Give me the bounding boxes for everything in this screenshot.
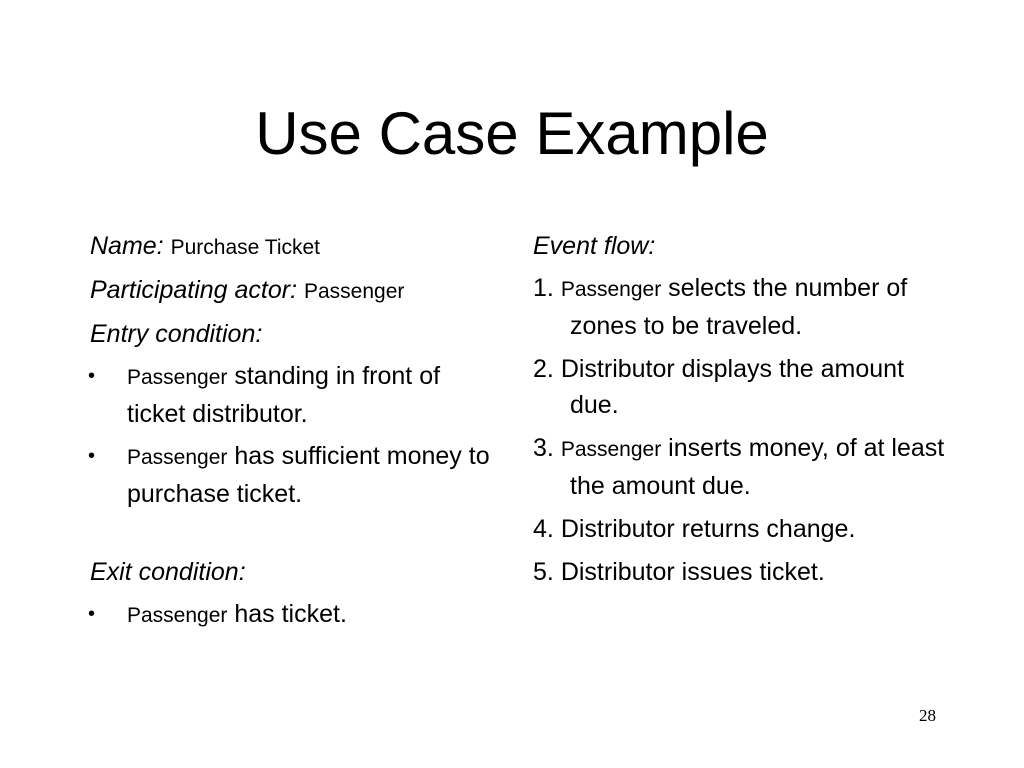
spacer: [90, 518, 490, 554]
step-number: 1.: [533, 274, 554, 302]
entry-text: has sufficient money to purchase ticket.: [127, 442, 490, 508]
event-flow-steps: [533, 270, 953, 590]
entry-text: standing in front of ticket distributor.: [127, 362, 441, 428]
bullet-icon: •: [88, 603, 96, 625]
entry-condition-label: Entry condition:: [90, 320, 263, 348]
entry-condition-list: [90, 358, 490, 512]
list-item: [533, 351, 953, 423]
event-flow: [533, 228, 953, 597]
list-item: [533, 270, 953, 344]
name-label: Name:: [90, 232, 164, 260]
page-number: 28: [919, 706, 936, 725]
slide-title: Use Case Example: [255, 100, 769, 167]
actor-value: Passenger: [304, 280, 405, 303]
entry-actor: Passenger: [127, 446, 228, 469]
entry-condition-field: [90, 316, 490, 352]
event-flow-field: [533, 228, 953, 264]
name-value: Purchase Ticket: [170, 236, 320, 259]
step-actor: Passenger: [560, 278, 662, 301]
exit-condition-list: [90, 596, 490, 634]
exit-condition-field: [90, 554, 490, 590]
actor-label: Participating actor:: [90, 276, 298, 304]
step-text: inserts money, of at least the amount due.: [570, 434, 945, 500]
name-field: [90, 228, 490, 266]
list-item: [90, 358, 490, 432]
use-case-fields: [90, 228, 490, 640]
step-number: 5.: [533, 558, 554, 586]
list-item: [533, 554, 953, 590]
list-item: [533, 511, 953, 547]
step-number: 4.: [533, 515, 554, 543]
step-number: 2.: [533, 355, 554, 383]
bullet-icon: •: [88, 445, 96, 467]
exit-actor: Passenger: [127, 604, 228, 627]
event-flow-label: Event flow:: [533, 232, 656, 260]
step-text: Distributor displays the amount due.: [560, 355, 905, 419]
list-item: [90, 438, 490, 512]
exit-condition-label: Exit condition:: [90, 558, 246, 586]
actor-field: [90, 272, 490, 310]
list-item: [90, 596, 490, 634]
list-item: [533, 430, 953, 504]
bullet-icon: •: [88, 365, 96, 387]
step-number: 3.: [533, 434, 554, 462]
step-text: selects the number of zones to be traveled.: [570, 274, 908, 340]
step-actor: Passenger: [560, 438, 662, 461]
exit-text: has ticket.: [234, 600, 347, 628]
entry-actor: Passenger: [127, 366, 228, 389]
step-text: Distributor returns change.: [560, 515, 856, 543]
step-text: Distributor issues ticket.: [560, 558, 825, 586]
